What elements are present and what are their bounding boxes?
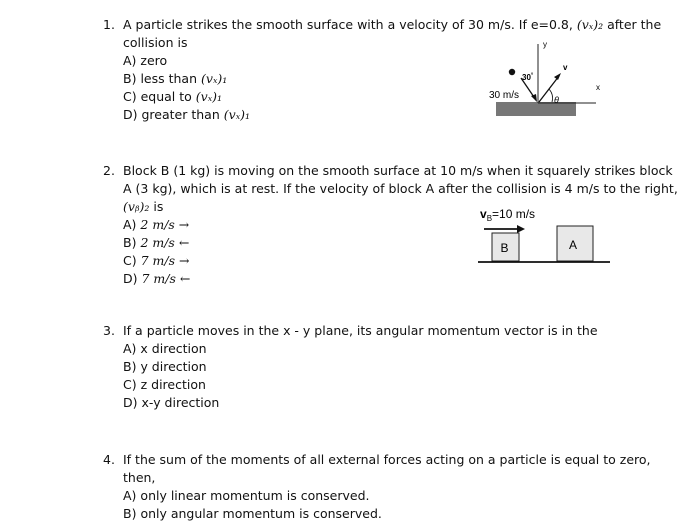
answer-option-c[interactable]: C) 7 m/s →	[123, 253, 190, 268]
velocity-label: v	[563, 63, 568, 72]
theta-label: θ	[554, 95, 559, 105]
particle-dot	[509, 69, 515, 75]
theta-arc	[549, 89, 553, 102]
answer-option-b[interactable]: B) less than (vₓ)₁	[123, 71, 228, 86]
arrow-head	[531, 94, 537, 102]
arrow-head	[554, 73, 561, 80]
question-stem-line: (vᵦ)₂ is	[123, 199, 164, 214]
y-axis-label: y	[543, 40, 547, 49]
answer-option-a[interactable]: A) x direction	[123, 341, 207, 356]
block-a-label: A	[569, 238, 578, 252]
answer-option-d[interactable]: D) 7 m/s ←	[123, 271, 191, 286]
question-number: 4.	[103, 452, 115, 467]
arrow-head	[517, 225, 525, 233]
answer-option-d[interactable]: D) greater than (vₓ)₁	[123, 107, 251, 122]
question-stem-line: A (3 kg), which is at rest. If the velocity of block A after the collision is 4 m/s to the right,	[123, 181, 678, 196]
collision-diagram	[480, 36, 610, 122]
block-b-label: B	[500, 241, 509, 255]
angle-30-label: 30°	[522, 73, 534, 82]
answer-option-a[interactable]: A) zero	[123, 53, 168, 68]
answer-option-d[interactable]: D) x-y direction	[123, 395, 220, 410]
question-number: 2.	[103, 163, 115, 178]
answer-option-c[interactable]: C) equal to (vₓ)₁	[123, 89, 223, 104]
question-stem-line: A particle strikes the smooth surface with a velocity of 30 m/s. If e=0.8, (vₓ)₂ after the	[123, 17, 662, 32]
question-stem-line: then,	[123, 470, 156, 485]
answer-option-b[interactable]: B) only angular momentum is conserved.	[123, 506, 382, 521]
answer-option-b[interactable]: B) y direction	[123, 359, 207, 374]
x-axis-label: x	[596, 83, 600, 92]
blocks-diagram	[470, 200, 620, 270]
speed-label: 30 m/s	[489, 90, 520, 101]
ground-surface	[496, 102, 576, 116]
question-number: 1.	[103, 17, 115, 32]
answer-option-b[interactable]: B) 2 m/s ←	[123, 235, 190, 250]
velocity-b-label: $v_B=10$ m/s	[480, 207, 536, 223]
answer-option-a[interactable]: A) only linear momentum is conserved.	[123, 488, 370, 503]
question-stem-line: Block B (1 kg) is moving on the smooth surface at 10 m/s when it squarely strikes block	[123, 163, 673, 178]
question-stem-line: If a particle moves in the x - y plane, its angular momentum vector is in the	[123, 323, 598, 338]
question-number: 3.	[103, 323, 115, 338]
answer-option-a[interactable]: A) 2 m/s →	[123, 217, 190, 232]
answer-option-c[interactable]: C) z direction	[123, 377, 206, 392]
question-stem-line: If the sum of the moments of all external forces acting on a particle is equal to zero,	[123, 452, 651, 467]
question-stem-line: collision is	[123, 35, 188, 50]
